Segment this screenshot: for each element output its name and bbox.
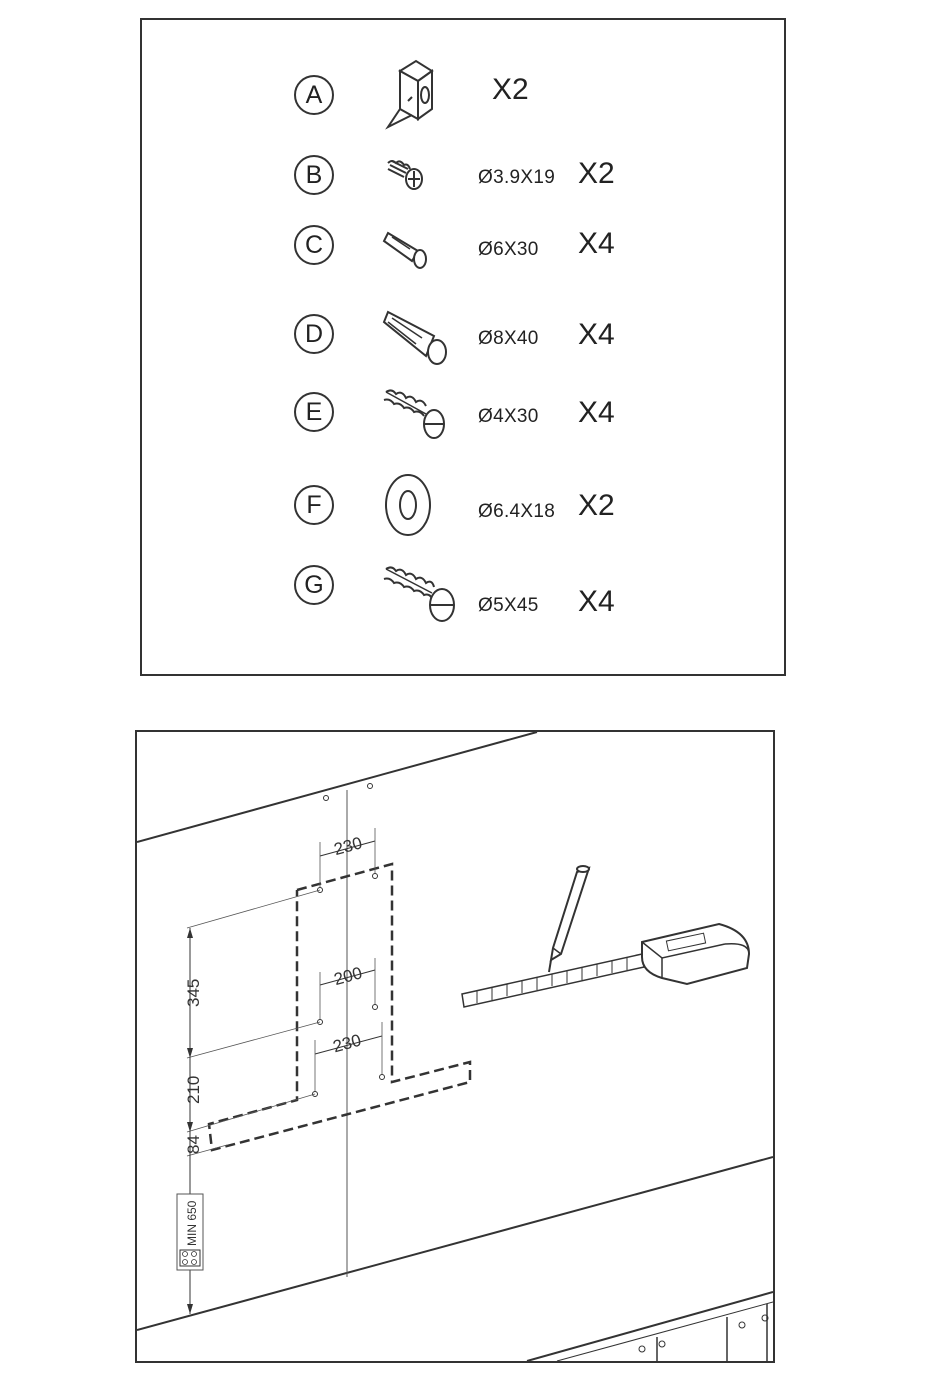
worktop-line	[137, 1157, 773, 1330]
part-letter: C	[294, 225, 334, 265]
bracket-icon	[382, 57, 442, 132]
hob-icon	[180, 1250, 200, 1266]
dim-middle-width: 200	[331, 963, 365, 990]
part-quantity: X4	[578, 585, 615, 618]
min-height-label: MIN 650	[185, 1200, 199, 1246]
part-dimension: Ø6X30	[478, 239, 539, 260]
dim-vertical-lower: 84	[184, 1135, 203, 1154]
part-dimension: Ø6.4X18	[478, 501, 556, 522]
part-row-a	[142, 65, 784, 125]
mounting-diagram	[137, 732, 773, 1361]
parts-list-panel	[140, 18, 786, 676]
part-dimension: Ø4X30	[478, 406, 539, 427]
part-quantity: X2	[578, 157, 615, 190]
part-row-g	[142, 555, 784, 618]
part-letter: A	[294, 75, 334, 115]
part-letter: B	[294, 155, 334, 195]
part-quantity: X4	[578, 318, 615, 351]
part-row-b	[142, 145, 784, 205]
large-wall-plug-icon	[382, 306, 462, 366]
part-row-c	[142, 215, 784, 275]
washer-icon	[382, 471, 452, 541]
part-row-f	[142, 475, 784, 535]
worktop-front-line	[527, 1292, 773, 1361]
small-screw-icon	[382, 157, 432, 197]
part-letter: E	[294, 392, 334, 432]
part-quantity: X4	[578, 396, 615, 429]
ceiling-line	[137, 732, 537, 842]
hood-outline	[209, 864, 470, 1150]
mounting-diagram-panel	[135, 730, 775, 1363]
dim-vertical-middle: 210	[184, 1075, 203, 1104]
medium-screw-icon	[382, 386, 462, 446]
dim-top-width: 230	[331, 833, 365, 860]
part-dimension: Ø5X45	[478, 595, 539, 616]
small-wall-plug-icon	[382, 221, 442, 271]
tape-measure-icon	[462, 924, 749, 1007]
part-quantity: X2	[578, 489, 615, 522]
part-letter: F	[294, 485, 334, 525]
pencil-icon	[549, 866, 589, 972]
part-dimension: Ø8X40	[478, 328, 539, 349]
part-letter: D	[294, 314, 334, 354]
part-quantity: X2	[492, 73, 529, 106]
part-row-d	[142, 304, 784, 364]
dim-vertical-upper: 345	[184, 978, 203, 1007]
part-quantity: X4	[578, 227, 615, 260]
part-dimension: Ø3.9X19	[478, 167, 556, 188]
large-screw-icon	[382, 561, 472, 631]
part-row-e	[142, 382, 784, 442]
dim-lower-width: 230	[330, 1030, 364, 1057]
part-letter: G	[294, 565, 334, 605]
